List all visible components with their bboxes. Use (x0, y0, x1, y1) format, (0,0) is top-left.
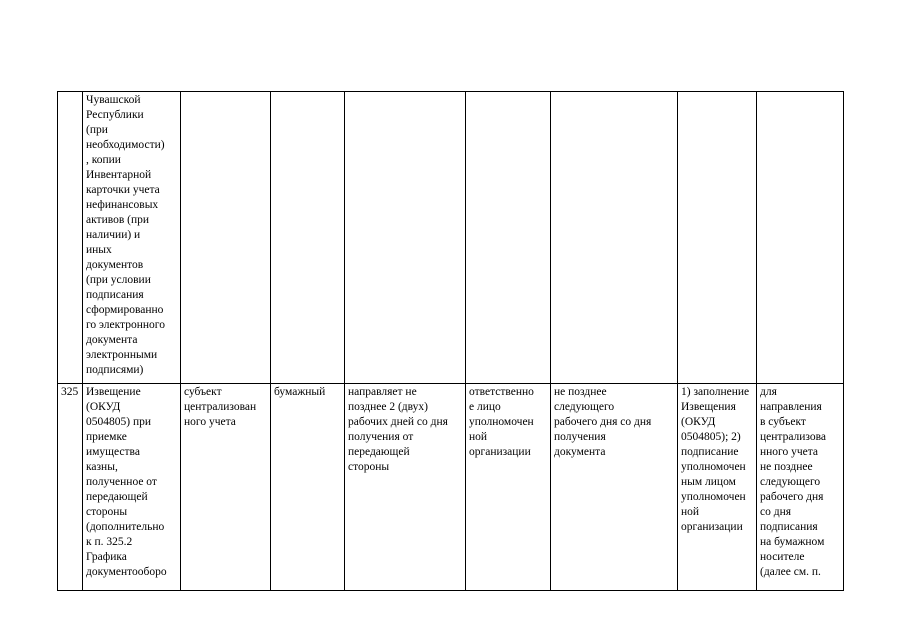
table-row (58, 384, 844, 591)
form-cell (271, 92, 345, 384)
deadline-cell: направляет не позднее 2 (двух) рабочих дней со дня получения от передающей стороны (345, 384, 466, 591)
creator-cell: субъект централизован ного учета (181, 384, 271, 591)
form-cell: бумажный (271, 384, 345, 591)
document-flow-table (57, 91, 844, 591)
execution-deadline-cell: не позднее следующего рабочего дня со дня получения документа (551, 384, 678, 591)
responsible-cell (466, 92, 551, 384)
creator-cell (181, 92, 271, 384)
document-cell: Извещение (ОКУД 0504805) при приемке имущества казны, полученное от передающей стороны (дополнительно к п. 325.2 Графика документооборо (83, 384, 181, 591)
deadline-cell (345, 92, 466, 384)
actions-cell: 1) заполнение Извещения (ОКУД 0504805); 2) подписание уполномочен ным лицом уполномочен ной организации (678, 384, 757, 591)
purpose-cell (757, 92, 844, 384)
row-number-cell (58, 92, 83, 384)
actions-cell (678, 92, 757, 384)
purpose-cell: для направления в субъект централизова нного учета не позднее следующего рабочего дня со дня подписания на бумажном носителе (далее см. п. (757, 384, 844, 591)
responsible-cell: ответственно е лицо уполномочен ной организации (466, 384, 551, 591)
row-number-cell: 325 (58, 384, 83, 591)
table-row (58, 92, 844, 384)
execution-deadline-cell (551, 92, 678, 384)
document-cell: Чувашской Республики (при необходимости) , копии Инвентарной карточки учета нефинансовых активов (при наличии) и иных документов (при условии подписания сформированно го электронного документа электронными подписями) (83, 92, 181, 384)
